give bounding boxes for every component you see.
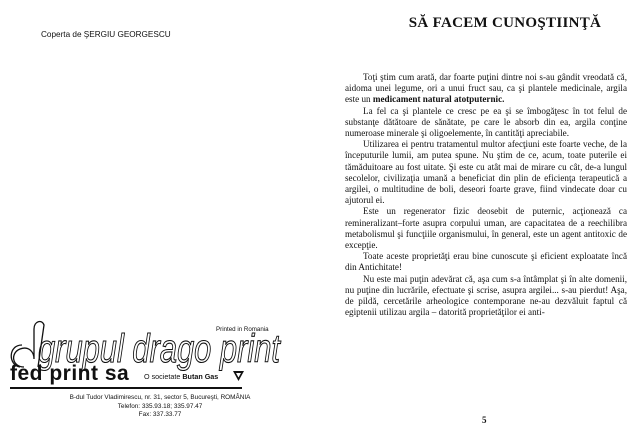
- butan-prefix: O societate: [144, 372, 181, 381]
- publisher-address: [10, 394, 310, 420]
- publisher-name: fed print sa: [10, 362, 130, 385]
- printed-in-label: Printed in Romania: [216, 326, 269, 333]
- address-line: B-dul Tudor Vladimirescu, nr. 31, sector 5, Bucureşti, ROMÂNIA: [69, 394, 251, 401]
- publisher-line: [10, 362, 310, 389]
- paragraph: Utilizarea ei pentru tratamentul multor afecţiuni este foarte veche, de la începuturile lumii, am putea spune. Nu ştim de ce, acum, toate puterile ei tămăduitoare au fost uitate. Şi este cu atât mai de mirare cu cât, de-a lungul secolelor, civilizaţia umană a beneficiat din plin de eficienţa terapeutică a argilei, o multitudine de boli, deseori foarte grave, fiind vindecate doar cu ajutorul ei.: [345, 139, 627, 206]
- paragraph: Nu este mai puţin adevărat că, aşa cum s-a întâmplat şi în alte domenii, nu puţine din lucrările, efectuate şi scrise, asupra argilei... s-au pierdut! Aşa, de pildă, cercetările arheologice contemporane ne-au dezvăluit faptul că egiptenii utilizau argila – datorită proprietăţilor ei anti-: [345, 273, 627, 318]
- publisher-underline: [10, 387, 242, 389]
- paragraph: Toate aceste proprietăţi erau bine cunoscute şi eficient exploatate încă din Antichitate!: [345, 251, 627, 273]
- butan-triangle-icon: [233, 371, 244, 381]
- phone-line: Telefon: 335.93.18; 335.97.47: [117, 402, 203, 410]
- butan-gas-line: [144, 372, 218, 381]
- logo-wordmark: grupul drago print: [38, 327, 282, 371]
- paragraph: La fel ca şi plantele ce cresc pe ea şi se îmbogăţesc în tot felul de substanţe dătătoare de sănătate, pe care le absorb din ea, argila conţine numeroase minerale şi oligoelemente, în cantităţi apreciabile.: [345, 105, 627, 139]
- page-number: 5: [482, 415, 487, 425]
- body-text: [345, 72, 627, 318]
- cover-credit: Coperta de ŞERGIU GEORGESCU: [41, 30, 171, 39]
- paragraph: Este un regenerator fizic deosebit de puternic, acţionează ca remineralizant–forte asupra corpului uman, are capacitatea de a reechilibra metabolismul şi funcţiile organismului, în general, este un agent antitoxic de excepţie.: [345, 206, 627, 251]
- fax-line: Fax: 337.33.77: [138, 411, 182, 418]
- paragraph: Toţi ştim cum arată, dar foarte puţini dintre noi s-au gândit vreodată că, aidoma unei legume, ori a unui fruct sau, ca şi plantele medicinale, argila este un medicament natural atotputernic.: [345, 72, 627, 105]
- left-page: [0, 0, 318, 439]
- butan-brand: Butan Gas: [182, 372, 219, 381]
- chapter-title: SĂ FACEM CUNOŞTIINŢĂ: [408, 15, 602, 31]
